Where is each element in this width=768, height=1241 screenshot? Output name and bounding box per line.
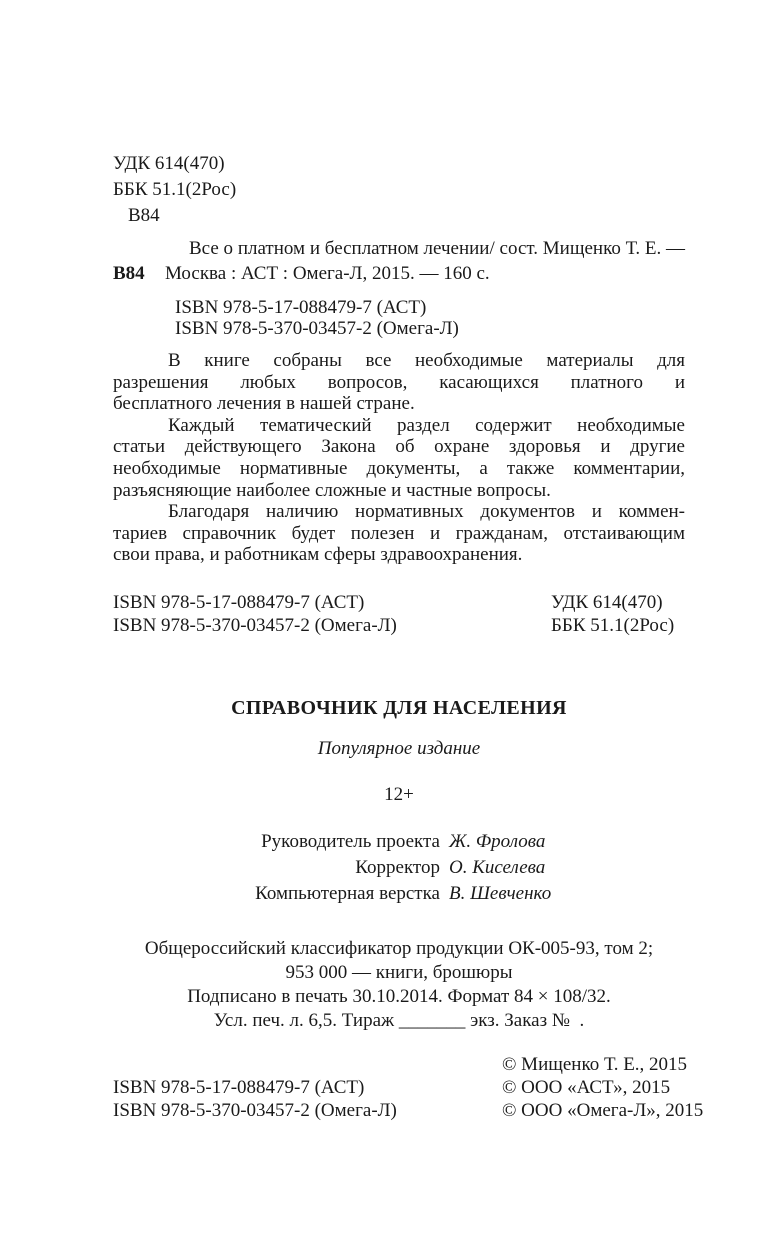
printing-line: Усл. печ. л. 6,5. Тираж _______ экз. Заказ № . bbox=[213, 1010, 585, 1031]
annotation-line: тариев справочник будет полезен и гражданам, отстаивающим bbox=[113, 522, 685, 544]
copyright-line: © ООО «Омега-Л», 2015 bbox=[502, 1100, 704, 1121]
credit-name: Ж. Фролова bbox=[449, 831, 546, 852]
annotation-text bbox=[113, 350, 685, 566]
isbn-column-bottom bbox=[113, 1076, 397, 1122]
isbn-line: ISBN 978-5-17-088479-7 (АСТ) bbox=[113, 1077, 365, 1098]
annotation-line: бесплатного лечения в нашей стране. bbox=[113, 393, 415, 415]
annotation-line: Каждый тематический раздел содержит необходимые bbox=[168, 414, 685, 436]
credit-name: В. Шевченко bbox=[449, 883, 552, 904]
isbn-line: ISBN 978-5-370-03457-2 (Омега-Л) bbox=[175, 318, 459, 339]
bbk-code: ББК 51.1(2Рос) bbox=[551, 615, 675, 636]
printing-line: Общероссийский классификатор продукции ОК-005-93, том 2; bbox=[144, 938, 654, 959]
printing-info-block bbox=[113, 937, 685, 1033]
age-rating: 12+ bbox=[384, 784, 414, 805]
copyright-column bbox=[502, 1053, 703, 1122]
citation-line: Все о платном и бесплатном лечении/ сост. Мищенко Т. Е. — bbox=[189, 238, 685, 259]
edition-subtitle-block bbox=[113, 737, 685, 760]
annotation-line: разъясняющие наиболее сложные и частные вопросы. bbox=[113, 479, 551, 501]
footer-block bbox=[113, 1053, 704, 1123]
annotation-line: разрешения любых вопросов, касающихся платного и bbox=[113, 371, 685, 393]
bibliographic-citation bbox=[113, 236, 685, 286]
isbn-line: ISBN 978-5-17-088479-7 (АСТ) bbox=[113, 592, 365, 613]
printing-line: Подписано в печать 30.10.2014. Формат 84 × 108/32. bbox=[187, 986, 611, 1007]
credit-role: Корректор bbox=[355, 857, 440, 878]
copyright-line: © ООО «АСТ», 2015 bbox=[502, 1077, 671, 1098]
annotation-line: необходимые нормативные документы, а также комментарии, bbox=[113, 457, 685, 479]
isbn-block-top bbox=[175, 297, 695, 339]
age-rating-block bbox=[113, 783, 685, 806]
credit-row bbox=[113, 881, 685, 907]
author-sign: В84 bbox=[128, 205, 160, 226]
isbn-line: ISBN 978-5-370-03457-2 (Омега-Л) bbox=[113, 615, 397, 636]
udc-code: УДК 614(470) bbox=[113, 153, 225, 174]
printing-line: 953 000 — книги, брошюры bbox=[285, 962, 513, 983]
edition-type: Популярное издание bbox=[317, 738, 481, 759]
udc-code: УДК 614(470) bbox=[551, 592, 663, 613]
bbk-code: ББК 51.1(2Рос) bbox=[113, 179, 237, 200]
credit-role: Компьютерная верстка bbox=[255, 883, 440, 904]
annotation-line: статьи действующего Закона об охране здоровья и другие bbox=[113, 436, 685, 458]
isbn-line: ISBN 978-5-370-03457-2 (Омега-Л) bbox=[113, 1100, 397, 1121]
citation-line: Москва : АСТ : Омега-Л, 2015. — 160 с. bbox=[165, 263, 490, 284]
credit-name: О. Киселева bbox=[449, 857, 546, 878]
credit-row bbox=[113, 829, 685, 855]
edition-title-block bbox=[113, 695, 685, 721]
isbn-udc-row bbox=[113, 591, 685, 637]
annotation-line: свои права, и работникам сферы здравоохранения. bbox=[113, 544, 523, 566]
citation-author-sign: В84 bbox=[113, 263, 145, 284]
udc-column bbox=[551, 591, 674, 637]
annotation-line: Благодаря наличию нормативных документов и коммен- bbox=[168, 501, 685, 523]
series-title: СПРАВОЧНИК ДЛЯ НАСЕЛЕНИЯ bbox=[231, 697, 567, 719]
credits-block bbox=[113, 829, 685, 907]
credit-row bbox=[113, 855, 685, 881]
isbn-column bbox=[113, 591, 397, 637]
isbn-line: ISBN 978-5-17-088479-7 (АСТ) bbox=[175, 297, 427, 318]
annotation-line: В книге собраны все необходимые материалы для bbox=[168, 350, 685, 371]
classification-block bbox=[113, 151, 685, 229]
credit-role: Руководитель проекта bbox=[261, 831, 440, 852]
copyright-line: © Мищенко Т. Е., 2015 bbox=[502, 1054, 688, 1075]
